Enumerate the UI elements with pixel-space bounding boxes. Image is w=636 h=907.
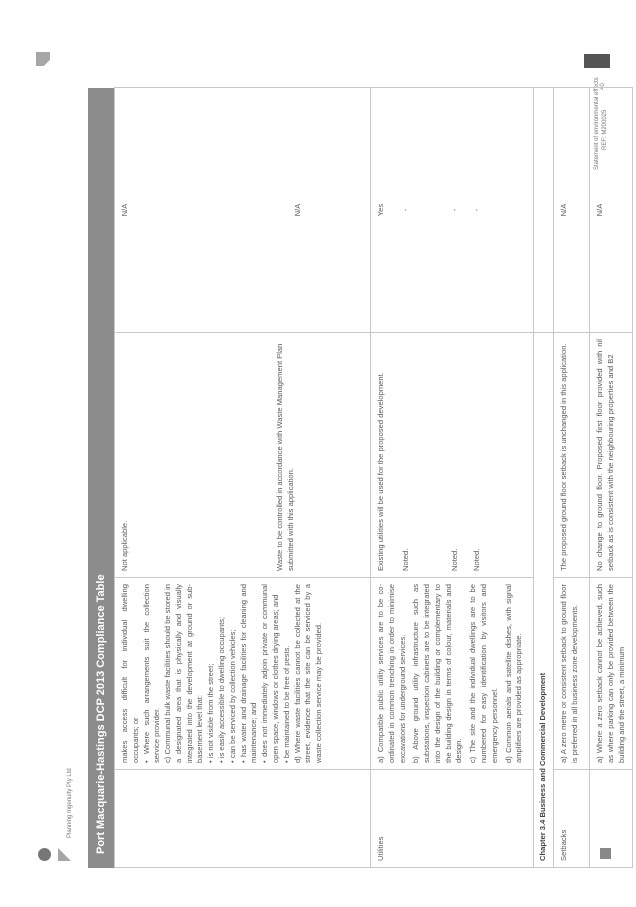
requirement-cell	[115, 578, 371, 770]
topic-cell	[589, 770, 632, 868]
requirement-line: b) Above ground utility infrastructure such as substations, inspection cabinets are to be integrated into the design of the building or complementary to the building design in terms of colour, materials and design.	[411, 584, 464, 763]
page-number: 40	[600, 83, 606, 90]
proposal-text: Waste to be controlled in accordance with Waste Management Plan submitted with this application.	[274, 343, 295, 571]
corner-mark-top-left	[36, 52, 50, 66]
proposal-text: Noted.	[449, 548, 459, 571]
requirement-line: • is not visible from the street;	[206, 663, 216, 763]
compliance-table	[114, 87, 633, 868]
requirement-line: c) Communal bulk waste facilities should be stored in a designated area that is physically and visually integrated into the development at ground or sub-basement level that:	[163, 584, 205, 763]
chapter-row	[534, 88, 554, 868]
corner-bar-top-right	[584, 54, 610, 68]
requirement-line: • can be serviced by collection vehicles;	[227, 629, 237, 763]
compliance-text: N/A	[292, 203, 302, 217]
compliance-cell	[115, 88, 371, 333]
table-row	[115, 88, 371, 868]
requirement-line: • does not immediately adjoin private or communal open space, windows or clothes drying areas; and	[260, 584, 280, 763]
compliance-text: -	[449, 208, 459, 212]
proposal-text: Noted.	[472, 548, 482, 571]
requirement-line: makes access difficult for individual dwelling occupants; or	[120, 584, 140, 763]
footer-company: Planning Ingenuity Pty Ltd	[67, 768, 73, 838]
requirement-line: d) Where waste facilities cannot be collected at the street, evidence that the site can be serviced by a waste collection service may be provided.	[292, 584, 324, 763]
proposal-text: Noted.	[400, 548, 410, 571]
requirement-line: • Where such arrangements suit the collection service provider.	[141, 584, 162, 763]
table-row	[553, 88, 589, 868]
compliance-cell	[371, 88, 534, 333]
table-title: Port Macquarie-Hastings DCP 2013 Compliance Table	[88, 88, 114, 868]
proposal-cell	[115, 333, 371, 578]
compliance-text: N/A	[120, 203, 129, 217]
chapter-empty-cell	[534, 88, 554, 333]
requirement-line: d) Common aerials and satellite dishes, with signal amplifiers are provided as appropriate.	[503, 584, 524, 763]
footer-doc-title: Statement of environmental effects	[594, 77, 600, 170]
compliance-cell: N/A	[589, 88, 632, 333]
proposal-cell: No change to ground floor. Proposed first floor provided with nil setback as is consistent with the neighbouring properties and B2	[589, 333, 632, 578]
proposal-text: Existing utilities will be used for the proposed development.	[376, 372, 385, 571]
requirement-line: c) The site and the individual dwellings are to be numbered for easy identification by visitors and emergency personnel.	[468, 584, 499, 763]
circle-mark	[38, 848, 51, 861]
footer-ref: REF: M200025	[602, 109, 608, 150]
requirement-line: • is easily accessible to dwelling occupants;	[217, 616, 227, 763]
compliance-cell: N/A	[553, 88, 589, 333]
proposal-text: Not applicable.	[120, 520, 129, 571]
topic-cell: Utilities	[371, 770, 534, 868]
requirement-cell	[371, 578, 534, 770]
table-row	[589, 88, 632, 868]
compliance-text: Yes	[376, 203, 385, 217]
compliance-text: -	[400, 208, 410, 212]
compliance-text: -	[472, 208, 482, 212]
topic-cell: Setbacks	[553, 770, 589, 868]
compliance-table-rotated	[88, 88, 626, 868]
requirement-cell: a) A zero metre or consistent setback to ground floor is preferred in all business zone developments.	[553, 578, 589, 770]
topic-cell	[115, 770, 371, 868]
requirement-line: • has water and drainage facilities for cleaning and maintenance; and	[238, 584, 259, 763]
chapter-heading: Chapter 3.4 Business and Commercial Development	[534, 333, 554, 868]
requirement-line: a) Compatible public utility services are to be co-ordinated in common trenching in order to minimise excavations for underground services.	[376, 584, 407, 763]
proposal-cell: The proposed ground floor setback is unchanged in this application.	[553, 333, 589, 578]
proposal-cell	[371, 333, 534, 578]
requirement-cell: a) Where a zero setback cannot be achieved, such as where parking can only be provided between the building and the street, a minimum	[589, 578, 632, 770]
triangle-mark	[58, 848, 71, 861]
table-row	[371, 88, 534, 868]
requirement-line: • be maintained to be free of pests.	[281, 645, 291, 763]
